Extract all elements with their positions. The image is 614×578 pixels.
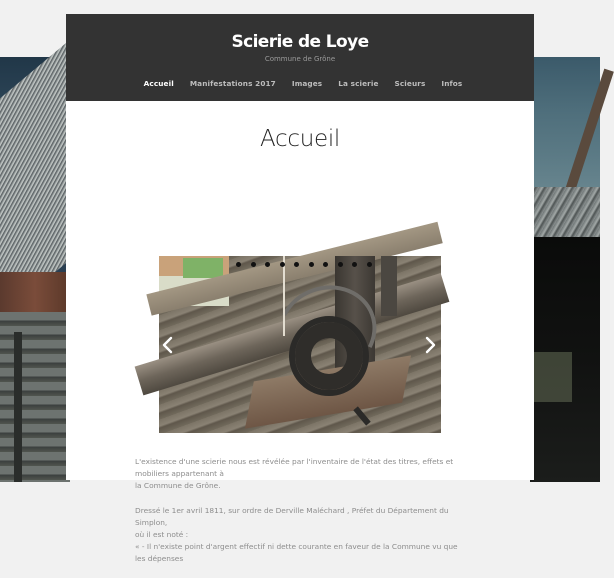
photo-crank [353,406,370,425]
slider-dot-1[interactable] [236,262,241,267]
article-text-line: « - Il n'existe point d'argent effectif ni dette courante en faveur de la Commune vu que [135,542,458,552]
page-title: Accueil [259,126,341,152]
photo-rope [283,256,285,336]
nav-item-accueil[interactable]: Accueil [143,79,174,88]
slider-dot-10[interactable] [367,262,372,267]
photo-gear-wheel [289,316,369,396]
nav-item-la-scierie[interactable]: La scierie [338,79,379,88]
background-stairs-left [0,312,70,482]
article-paragraph-1 [135,456,465,493]
slider-dot-7[interactable] [323,262,328,267]
article-text-line: où il est noté : [135,530,189,540]
image-slider[interactable] [159,256,441,433]
slider-pagination [159,262,441,267]
site-tagline: Commune de Grône [264,55,336,63]
main-navigation [66,79,534,89]
article-text-line: la Commune de Grône. [135,481,221,491]
slider-dot-3[interactable] [265,262,270,267]
slider-photo [159,256,441,433]
chevron-left-icon [161,336,173,354]
photo-foliage [183,258,223,278]
article-text-line: Dressé le 1er avril 1811, sur ordre de Derville Maléchard , Préfet du Département du [135,505,449,515]
background-shadow-right [530,237,600,482]
background-wall-left [0,272,70,312]
article-body [135,456,465,578]
slider-dot-5[interactable] [294,262,299,267]
article-text-line: Simplon, [135,517,168,527]
article-text-line: mobiliers appartenant à [135,469,224,479]
page-container [66,14,534,564]
main-content [66,101,534,564]
article-text-line: L'existence d'une scierie nous est révélée par l'inventaire de l'état des titres, effets et [135,457,454,466]
slider-dot-4[interactable] [280,262,285,267]
slider-dot-8[interactable] [338,262,343,267]
nav-item-manifestations-2017[interactable]: Manifestations 2017 [189,79,276,88]
chevron-right-icon [425,336,437,354]
slider-dot-6[interactable] [309,262,314,267]
slider-dot-2[interactable] [251,262,256,267]
article-text-line: les dépenses [135,554,184,564]
site-header [66,14,534,101]
slider-next-button[interactable] [425,336,439,354]
site-title-link[interactable]: Scierie de Loye [231,32,369,52]
nav-item-images[interactable]: Images [291,79,323,88]
article-paragraph-2 [135,505,465,566]
slider-prev-button[interactable] [161,336,175,354]
nav-item-infos[interactable]: Infos [441,79,463,88]
nav-item-scieurs[interactable]: Scieurs [394,79,426,88]
slider-dot-9[interactable] [352,262,357,267]
